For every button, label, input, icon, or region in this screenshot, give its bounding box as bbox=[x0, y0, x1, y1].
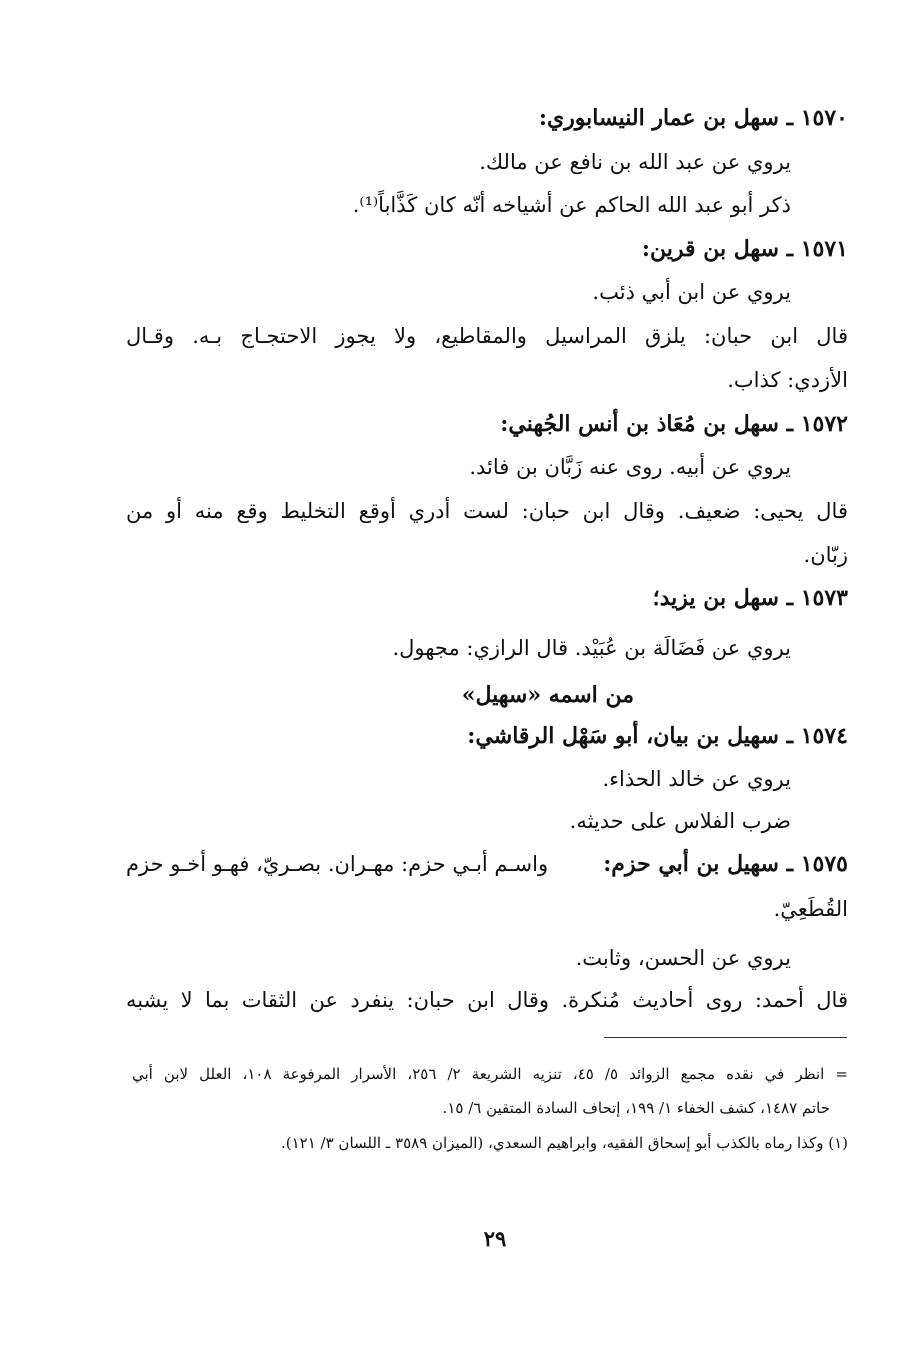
entry-1573-heading: ١٥٧٣ ـ سهل بن يزيد؛ bbox=[652, 585, 848, 611]
entry-1572-line-2: قال يحيى: ضعيف. وقال ابن حبان: لست أدري أوقع التخليط وقع منه أو من bbox=[126, 499, 848, 523]
entry-1572-line-3: زبّان. bbox=[803, 543, 848, 567]
page-number: ٢٩ bbox=[483, 1226, 507, 1251]
footnote-separator bbox=[604, 1037, 847, 1038]
entry-1574-line-1: يروي عن خالد الحذاء. bbox=[602, 767, 791, 791]
entry-1575-heading-rest: واسـم أبـي حزم: مهـران. بصـريّ، فهـو أخـو حزم bbox=[126, 852, 549, 876]
entry-1571-line-2: قال ابن حبان: يلزق المراسيل والمقاطيع، ولا يجوز الاحتجـاج بـه. وقـال bbox=[126, 324, 848, 348]
entry-1575-line-2: يروي عن الحسن، وثابت. bbox=[575, 946, 791, 970]
entry-1570-line-1: يروي عن عبد الله بن نافع عن مالك. bbox=[479, 150, 791, 174]
entry-1574-line-2: ضرب الفلاس على حديثه. bbox=[569, 809, 791, 833]
entry-1575-heading: ١٥٧٥ ـ سهيل بن أبي حزم: bbox=[603, 851, 848, 877]
entry-1572-heading: ١٥٧٢ ـ سهل بن مُعَاذ بن أنس الجُهني: bbox=[500, 411, 848, 437]
entry-1575-line-3: قال أحمد: روى أحاديث مُنكرة. وقال ابن حبان: ينفرد عن الثقات بما لا يشبه bbox=[126, 988, 848, 1012]
entry-1573-line-1: يروي عن فَضَالَة بن عُبَيْد. قال الرازي: مجهول. bbox=[392, 636, 791, 660]
footnote-continued-line-1: = انظر في نقده مجمع الزوائد ٥/ ٤٥، تنزيه الشريعة ٢/ ٢٥٦، الأسرار المرفوعة ١٠٨، العلل لابن أبي bbox=[132, 1065, 848, 1083]
entry-1570-line-2: ذكر أبو عبد الله الحاكم عن أشياخه أنّه كان كَذَّاباً⁽¹⁾. bbox=[352, 193, 791, 217]
entry-1575-line-1: القُطَعِيّ. bbox=[773, 897, 848, 921]
entry-1571-line-3: الأزدي: كذاب. bbox=[727, 368, 848, 392]
entry-1571-heading: ١٥٧١ ـ سهل بن قرين: bbox=[641, 236, 848, 262]
entry-1574-heading: ١٥٧٤ ـ سهيل بن بيان، أبو سَهْل الرقاشي: bbox=[467, 723, 848, 749]
entry-1575-heading-row bbox=[126, 849, 848, 879]
footnote-1: (١) وكذا رماه بالكذب أبو إسحاق الفقيه، وابراهيم السعدي، (الميزان ٣٥٨٩ ـ اللسان ٣/ ١٢١). bbox=[280, 1134, 848, 1152]
entry-1570-heading: ١٥٧٠ ـ سهل بن عمار النيسابوري: bbox=[538, 105, 848, 131]
footnote-continued-line-2: حاتم ١٤٨٧، كشف الخفاء ١/ ١٩٩، إتحاف السادة المتقين ٦/ ١٥. bbox=[442, 1099, 830, 1117]
section-title: من اسمه «سهيل» bbox=[461, 682, 634, 708]
entry-1572-line-1: يروي عن أبيه. روى عنه زَبَّان بن فائد. bbox=[469, 455, 791, 479]
entry-1571-line-1: يروي عن ابن أبي ذئب. bbox=[592, 280, 791, 304]
